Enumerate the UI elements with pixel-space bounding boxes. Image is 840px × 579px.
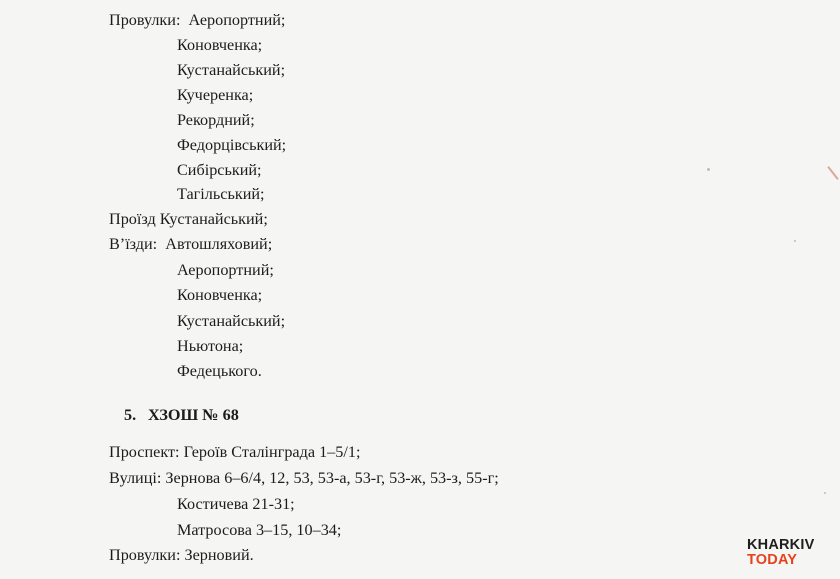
streets-label: Вулиці: [109, 469, 162, 487]
lane-item: Рекордний; [177, 111, 255, 129]
lanes-label: Провулки: [109, 546, 181, 564]
scan-speck [794, 240, 796, 242]
entrance-item: Ньютона; [177, 337, 244, 355]
kharkiv-today-logo [747, 538, 833, 574]
scan-speck [707, 168, 710, 171]
entrance-item: Аеропортний; [177, 261, 274, 279]
entrance-item: Кустанайський; [177, 312, 286, 330]
entrance-list-heading [109, 234, 272, 254]
lane-item: Федорцівський; [177, 136, 287, 154]
avenue-label: Проспект: [109, 443, 180, 461]
logo-word-today: TODAY [747, 552, 798, 568]
section-heading [124, 405, 239, 425]
entrance-label: В’їзди: [109, 235, 158, 253]
lane-item: Коновченка; [177, 36, 263, 54]
pen-mark [827, 166, 838, 180]
entrance-item: Автошляховий; [165, 235, 273, 253]
avenue-line [109, 442, 360, 462]
lane-item: Кустанайський; [177, 61, 286, 79]
scan-speck [824, 492, 826, 494]
streets-line [109, 468, 499, 488]
lane-list-heading [109, 10, 285, 30]
street-item: Зернова 6–6/4, 12, 53, 53-а, 53-г, 53-ж, 53-з, 55-г; [165, 469, 499, 487]
street-item: Костичева 21-31; [177, 495, 295, 513]
lane-item: Зерновий. [184, 546, 254, 564]
logo-word-kharkiv: KHARKIV [747, 537, 815, 553]
entrance-item: Федецького. [177, 362, 262, 380]
lane-label: Провулки: [109, 11, 181, 29]
street-item: Матросова 3–15, 10–34; [177, 521, 342, 539]
section-number: 5. [124, 406, 137, 424]
lane-item: Кучеренка; [177, 86, 254, 104]
passage-line: Проїзд Кустанайський; [109, 210, 268, 228]
lane-item: Аеропортний; [188, 11, 286, 29]
section-title: ХЗОШ № 68 [148, 406, 239, 424]
avenue-value: Героїв Сталінграда 1–5/1; [183, 443, 361, 461]
entrance-item: Коновченка; [177, 286, 263, 304]
lane-item: Тагільський; [177, 185, 265, 203]
lanes-line [109, 545, 254, 565]
lane-item: Сибірський; [177, 161, 262, 179]
